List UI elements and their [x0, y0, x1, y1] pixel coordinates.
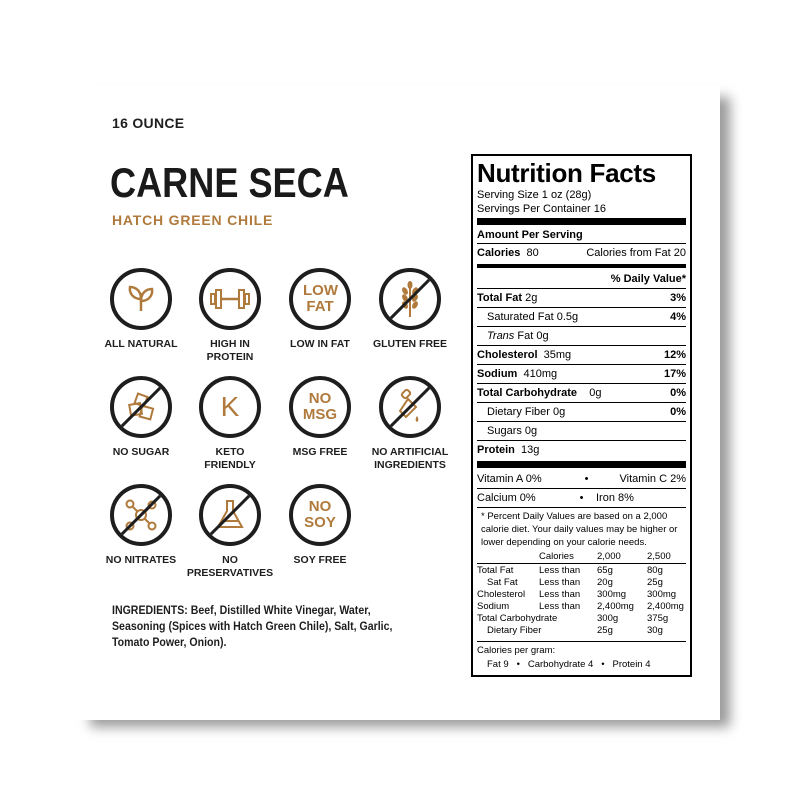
net-weight: 16 OUNCE [112, 115, 185, 131]
badge-label: GLUTEN FREE [372, 338, 448, 350]
badge-high-protein [180, 268, 280, 364]
vitamin-row: Vitamin A 0% • Vitamin C 2% [477, 473, 686, 485]
protein-row: Protein 13g [477, 440, 686, 459]
badge-no-artificial [360, 376, 460, 472]
sugars-row: Sugars 0g [477, 421, 686, 440]
table-header-row: Calories 2,000 2,500 [539, 551, 671, 562]
badge-label: NO SUGAR [112, 446, 170, 458]
daily-value-header: % Daily Value* [610, 273, 686, 285]
cholesterol-row: Cholesterol 35mg 12% [477, 345, 686, 364]
nutrition-title: Nutrition Facts [477, 158, 656, 188]
badge-no-nitrates [91, 484, 191, 567]
divider-thick [477, 461, 686, 468]
badge-keto [180, 376, 280, 472]
sugar-cubes-icon [110, 376, 172, 438]
product-flavor: HATCH GREEN CHILE [112, 212, 274, 228]
badge-label: NO NITRATES [105, 554, 177, 566]
badge-label: KETO FRIENDLY [204, 446, 256, 471]
badge-no-sugar [91, 376, 191, 459]
calories-per-gram: Calories per gram: [477, 645, 556, 656]
table-row: Sat Fat Less than 20g 25g [487, 577, 663, 588]
flask-icon [199, 484, 261, 546]
badge-all-natural [91, 268, 191, 351]
product-name: CARNE SECA [110, 159, 349, 206]
daily-value-footnote: * Percent Daily Values are based on a 2,000 calorie diet. Your daily values may be higher or lower depending on your calorie needs. [481, 511, 678, 548]
daily-value-table [477, 551, 686, 637]
badge-low-fat [270, 268, 370, 351]
servings-per-container: Servings Per Container 16 [477, 203, 607, 215]
serving-size: Serving Size 1 oz (28g) [477, 189, 592, 201]
badge-label: HIGH IN PROTEIN [206, 338, 254, 363]
badge-gluten-free [360, 268, 460, 351]
badge-label: SOY FREE [293, 554, 347, 566]
wheat-icon [379, 268, 441, 330]
divider-medium [477, 264, 686, 268]
badge-label: LOW IN FAT [290, 338, 350, 350]
sat-fat-row: Saturated Fat 0.5g 4% [477, 307, 686, 326]
divider-thick [477, 218, 686, 225]
nutrition-facts-panel [471, 154, 692, 677]
table-row: Sodium Less than 2,400mg 2,400mg [477, 601, 684, 612]
amount-per-serving: Amount Per Serving [477, 229, 583, 241]
badge-msg-free [270, 376, 370, 459]
sodium-row: Sodium 410mg 17% [477, 364, 686, 383]
badge-soy-free [270, 484, 370, 567]
no-soy-icon: NO SOY [289, 484, 351, 546]
mineral-row: Calcium 0% • Iron 8% [477, 488, 686, 507]
table-row: Total Fat Less than 65g 80g [477, 565, 663, 576]
dumbbell-icon [199, 268, 261, 330]
total-fat-row: Total Fat 2g 3% [477, 288, 686, 307]
badge-no-preservatives [180, 484, 280, 580]
table-row: Dietary Fiber 25g 30g [487, 625, 663, 636]
trans-fat-row: Trans Fat 0g [477, 326, 686, 345]
table-row: Cholesterol Less than 300mg 300mg [477, 589, 677, 600]
no-msg-icon: NO MSG [289, 376, 351, 438]
badge-label: NO PRESERVATIVES [186, 554, 274, 579]
leaf-icon [110, 268, 172, 330]
calories-per-gram-values: Fat 9 • Carbohydrate 4 • Protein 4 [487, 659, 651, 670]
low-fat-icon: LOW FAT [289, 268, 351, 330]
carbohydrate-row: Total Carbohydrate 0g 0% [477, 383, 686, 402]
table-row: Total Carbohydrate 300g 375g [477, 613, 669, 624]
keto-k-icon: K [199, 376, 261, 438]
fiber-row: Dietary Fiber 0g 0% [477, 402, 686, 421]
badge-label: ALL NATURAL [104, 338, 178, 350]
badge-label: NO ARTIFICIAL INGREDIENTS [371, 446, 449, 471]
molecule-icon [110, 484, 172, 546]
badge-label: MSG FREE [292, 446, 348, 458]
calories-row: Calories 80 Calories from Fat 20 [477, 243, 686, 262]
ingredients-text: INGREDIENTS: Beef, Distilled White Vinegar, Water, Seasoning (Spices with Hatch Green Chile), Salt, Garlic, Tomato Power, Onion). [112, 605, 393, 649]
dropper-icon [379, 376, 441, 438]
